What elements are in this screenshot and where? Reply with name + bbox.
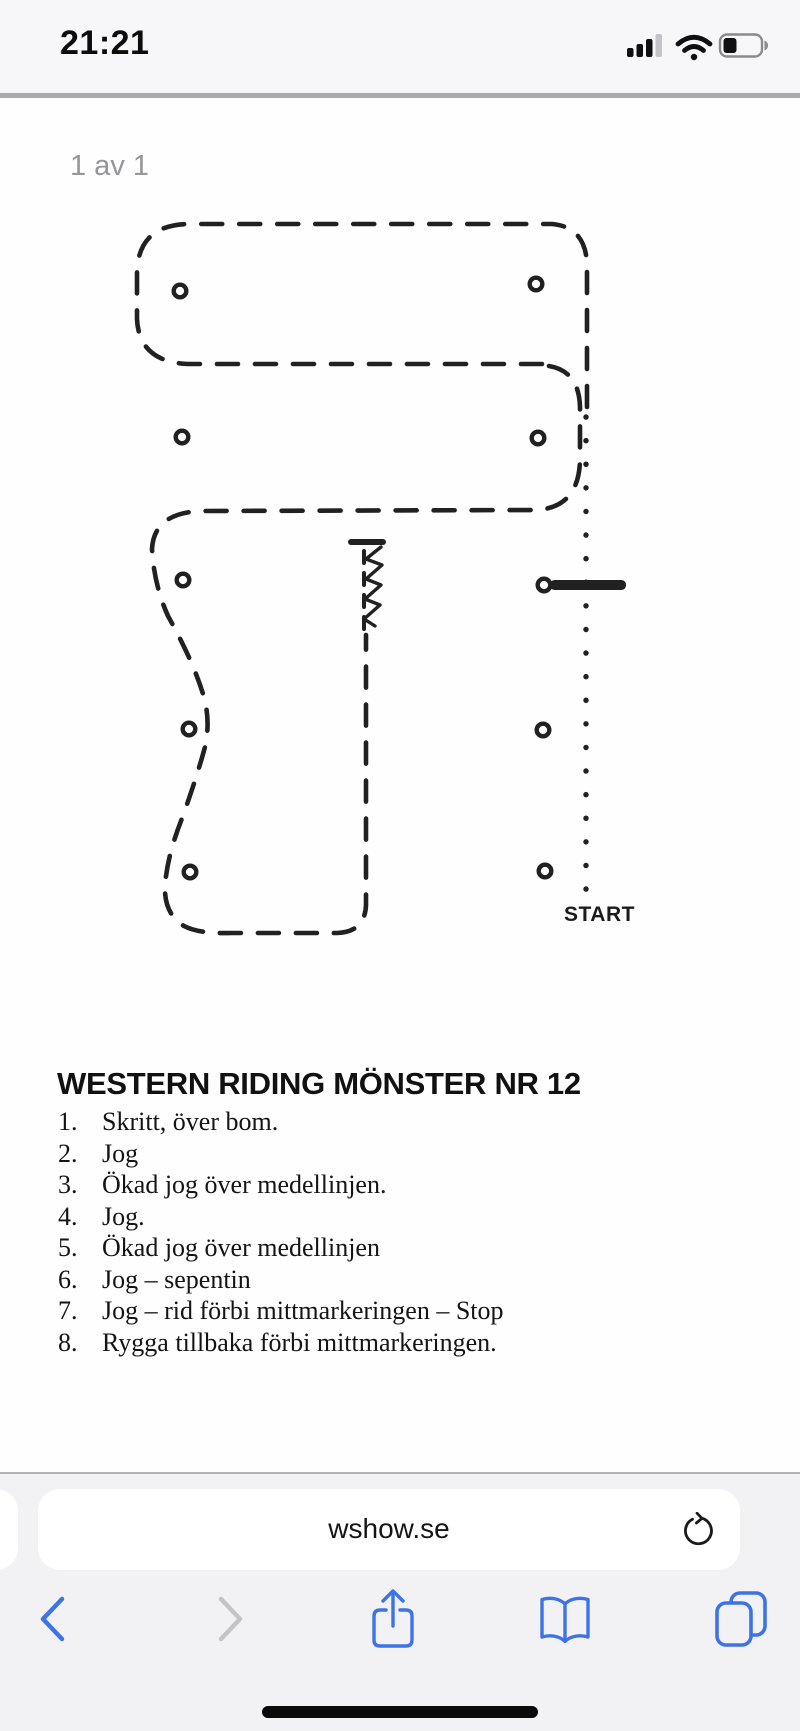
step-number: 3.	[58, 1170, 78, 1199]
browser-toolbar	[0, 1582, 800, 1662]
chevron-left-icon	[24, 1588, 88, 1652]
step-text: Jog – rid förbi mittmarkeringen – Stop	[102, 1296, 504, 1325]
home-indicator[interactable]	[262, 1706, 538, 1718]
share-button[interactable]	[361, 1582, 425, 1654]
list-item	[58, 1327, 718, 1359]
start-label: START	[564, 903, 635, 926]
safari-bottom-bar	[0, 1472, 800, 1731]
reload-icon[interactable]	[680, 1512, 716, 1548]
pattern-path-upper	[137, 224, 587, 407]
step-number: 8.	[58, 1327, 78, 1357]
book-icon	[533, 1588, 597, 1652]
back-button[interactable]	[24, 1588, 88, 1660]
url-text: wshow.se	[328, 1513, 450, 1544]
pattern-path-lower	[152, 366, 580, 933]
list-item	[58, 1264, 718, 1296]
step-text: Ökad jog över medellinjen.	[102, 1170, 387, 1199]
step-number: 2.	[58, 1138, 78, 1168]
pattern-title: WESTERN RIDING MÖNSTER NR 12	[57, 1066, 581, 1101]
tabs-icon	[705, 1586, 769, 1654]
list-item	[58, 1232, 718, 1264]
step-text: Jog – sepentin	[102, 1264, 251, 1294]
step-text: Skritt, över bom.	[102, 1107, 279, 1136]
share-icon	[361, 1582, 425, 1654]
step-number: 4.	[58, 1201, 78, 1231]
chevron-right-icon	[196, 1588, 260, 1652]
status-time: 21:21	[60, 24, 150, 62]
document-page	[0, 98, 800, 1472]
wifi-icon	[678, 37, 710, 60]
list-item	[58, 1106, 718, 1138]
battery-icon	[720, 35, 768, 57]
step-text: Ökad jog över medellinjen	[102, 1233, 380, 1262]
list-item	[58, 1201, 718, 1233]
pattern-steps-list	[58, 1106, 718, 1358]
step-text: Jog	[102, 1138, 139, 1168]
step-text: Rygga tillbaka förbi mittmarkeringen.	[102, 1327, 497, 1357]
page-indicator: 1 av 1	[70, 150, 149, 182]
tabs-button[interactable]	[705, 1586, 769, 1658]
address-bar[interactable]	[38, 1489, 740, 1570]
list-item	[58, 1138, 718, 1170]
step-text: Jog.	[102, 1201, 145, 1231]
pole-bom	[550, 580, 626, 590]
forward-button[interactable]	[196, 1588, 260, 1660]
bookmarks-button[interactable]	[533, 1588, 597, 1660]
list-item	[58, 1169, 718, 1201]
step-number: 6.	[58, 1264, 78, 1294]
zigzag-backup-mark	[364, 547, 382, 626]
step-number: 7.	[58, 1296, 78, 1325]
status-icons	[627, 29, 772, 65]
riding-pattern-diagram	[0, 98, 800, 1058]
adjacent-tab-edge[interactable]	[0, 1489, 18, 1570]
list-item	[58, 1295, 718, 1327]
step-number: 1.	[58, 1107, 78, 1136]
status-bar	[0, 0, 800, 93]
step-number: 5.	[58, 1233, 78, 1262]
signal-icon	[627, 34, 662, 57]
